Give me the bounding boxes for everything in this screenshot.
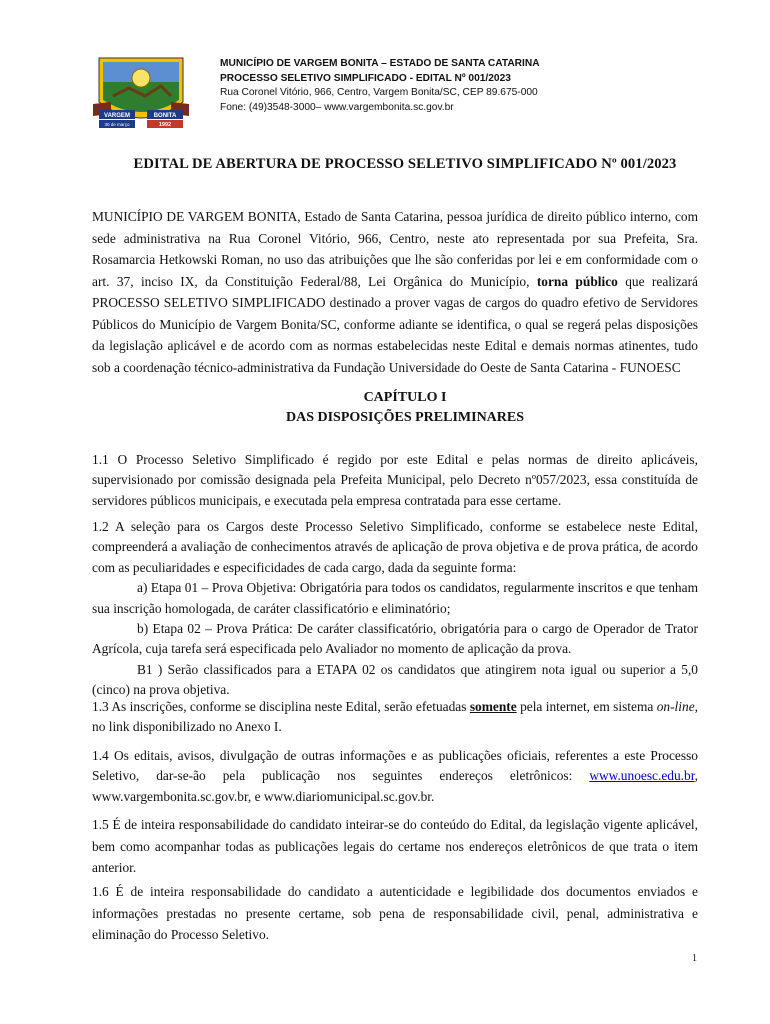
crest-date-text: 30 de março bbox=[104, 122, 130, 127]
crest-left-text: VARGEM bbox=[104, 113, 130, 119]
item-1-3-emphasis: somente bbox=[469, 699, 517, 714]
letterhead-process: PROCESSO SELETIVO SIMPLIFICADO - EDITAL Nº 001/2023 bbox=[220, 72, 511, 84]
unoesc-link[interactable]: www.unoesc.edu.br bbox=[589, 768, 695, 784]
item-1-4-text-a: 1.4 Os editais, avisos, divulgação de outras informações e as publicações oficiais, referentes a este Processo Seletivo, dar-se-ão pela publicação nos seguintes endereços eletrônicos: bbox=[92, 748, 698, 784]
municipal-crest-logo bbox=[93, 52, 189, 132]
letterhead-municipality: MUNICÍPIO DE VARGEM BONITA – ESTADO DE SANTA CATARINA bbox=[220, 58, 540, 69]
crest-right-text: BONITA bbox=[153, 113, 177, 119]
letterhead bbox=[220, 57, 700, 115]
item-1-3-text-a: 1.3 As inscrições, conforme se disciplina neste Edital, serão efetuadas bbox=[92, 699, 470, 714]
item-1-3 bbox=[92, 697, 698, 738]
item-1-3-text-c: , no link disponibilizado no Anexo I. bbox=[92, 699, 698, 735]
item-1-2-a: a) Etapa 01 – Prova Objetiva: Obrigatória para todos os candidatos, regularmente inscritos e que tenham sua inscrição homologada, de caráter classificatório e eliminatório; bbox=[92, 580, 698, 616]
intro-text-start: MUNICÍPIO DE VARGEM BONITA, Estado de Santa Catarina, pessoa jurídica de direito público interno, com sede administrativa na Rua Coronel Vitório, 966, Centro, neste ato representada por sua Prefeita, Sra. Rosamarcia Hetkowski Roman, no uso das atribuições que lhe são conferidas por lei e em conformidade com o art. 37, inciso IX, da Constituição Federal/88, Lei Orgânica do Município, bbox=[92, 209, 698, 289]
item-1-2-b1: B1 ) Serão classificados para a ETAPA 02 os candidatos que atingirem nota igual ou superior a 5,0 (cinco) na prova objetiva. bbox=[92, 661, 698, 698]
intro-paragraph bbox=[92, 206, 698, 378]
document-title: EDITAL DE ABERTURA DE PROCESSO SELETIVO SIMPLIFICADO Nº 001/2023 bbox=[133, 156, 677, 172]
item-1-2 bbox=[92, 517, 698, 701]
item-1-4 bbox=[92, 746, 698, 807]
item-1-4-text-b: , www.vargembonita.sc.gov.br, e www.diariomunicipal.sc.gov.br. bbox=[92, 768, 698, 804]
letterhead-address: Rua Coronel Vitório, 966, Centro, Vargem Bonita/SC, CEP 89.675-000 bbox=[220, 87, 538, 99]
intro-bold-text: torna público bbox=[536, 273, 618, 289]
item-1-3-online: on-line bbox=[656, 699, 695, 714]
intro-text-end: que realizará PROCESSO SELETIVO SIMPLIFICADO destinado a prover vagas de cargos do quadro efetivo de Servidores Públicos do Município de Vargem Bonita/SC, conforme adiante se identifica, o qual se regerá pelas disposições da legislação aplicável e de acordo com as normas estabelecidas neste Edital e demais normas atinentes, tudo sob a coordenação técnico-administrativa da Fundação Universidade do Oeste de Santa Catarina - FUNOESC bbox=[92, 273, 698, 375]
page-number: 1 bbox=[692, 953, 697, 964]
letterhead-contact: Fone: (49)3548-3000– www.vargembonita.sc.gov.br bbox=[220, 101, 454, 113]
chapter-name: DAS DISPOSIÇÕES PRELIMINARES bbox=[285, 410, 525, 425]
item-1-2-text: 1.2 A seleção para os Cargos deste Processo Seletivo Simplificado, conforme se estabelece neste Edital, compreenderá a avaliação de conhecimentos através de aplicação de prova objetiva e de prova prática, de acordo com as peculiaridades e especificidades de cada cargo, dada da seguinte forma: bbox=[92, 519, 698, 575]
item-1-6: 1.6 É de inteira responsabilidade do candidato a autenticidade e legibilidade dos documentos enviados e informações prestadas no presente certame, sob pena de responsabilidade civil, penal, administrativa e eliminação do Processo Seletivo. bbox=[92, 884, 698, 942]
chapter-heading bbox=[90, 388, 720, 428]
crest-year-text: 1992 bbox=[158, 122, 172, 128]
chapter-number: CAPÍTULO I bbox=[363, 390, 447, 405]
item-1-2-b: b) Etapa 02 – Prova Prática: De caráter classificatório, obrigatória para o cargo de Operador de Trator Agrícola, cuja tarefa será especificada pelo Avaliador no momento de aplicação da prova. bbox=[92, 621, 698, 657]
item-1-1: 1.1 O Processo Seletivo Simplificado é regido por este Edital e pelas normas de direito aplicáveis, supervisionado por comissão designada pela Prefeita Municipal, pelo Decreto nº057/2023, essa constituída de servidores públicos municipais, e executada pela empresa contratada para esse certame. bbox=[92, 452, 698, 508]
item-1-5: 1.5 É de inteira responsabilidade do candidato inteirar-se do conteúdo do Edital, da legislação vigente aplicável, bem como acompanhar todas as publicações legais do certame nos endereços eletrônicos de que trata o item anterior. bbox=[92, 817, 698, 875]
item-1-3-text-b: pela internet, em sistema bbox=[516, 699, 657, 714]
